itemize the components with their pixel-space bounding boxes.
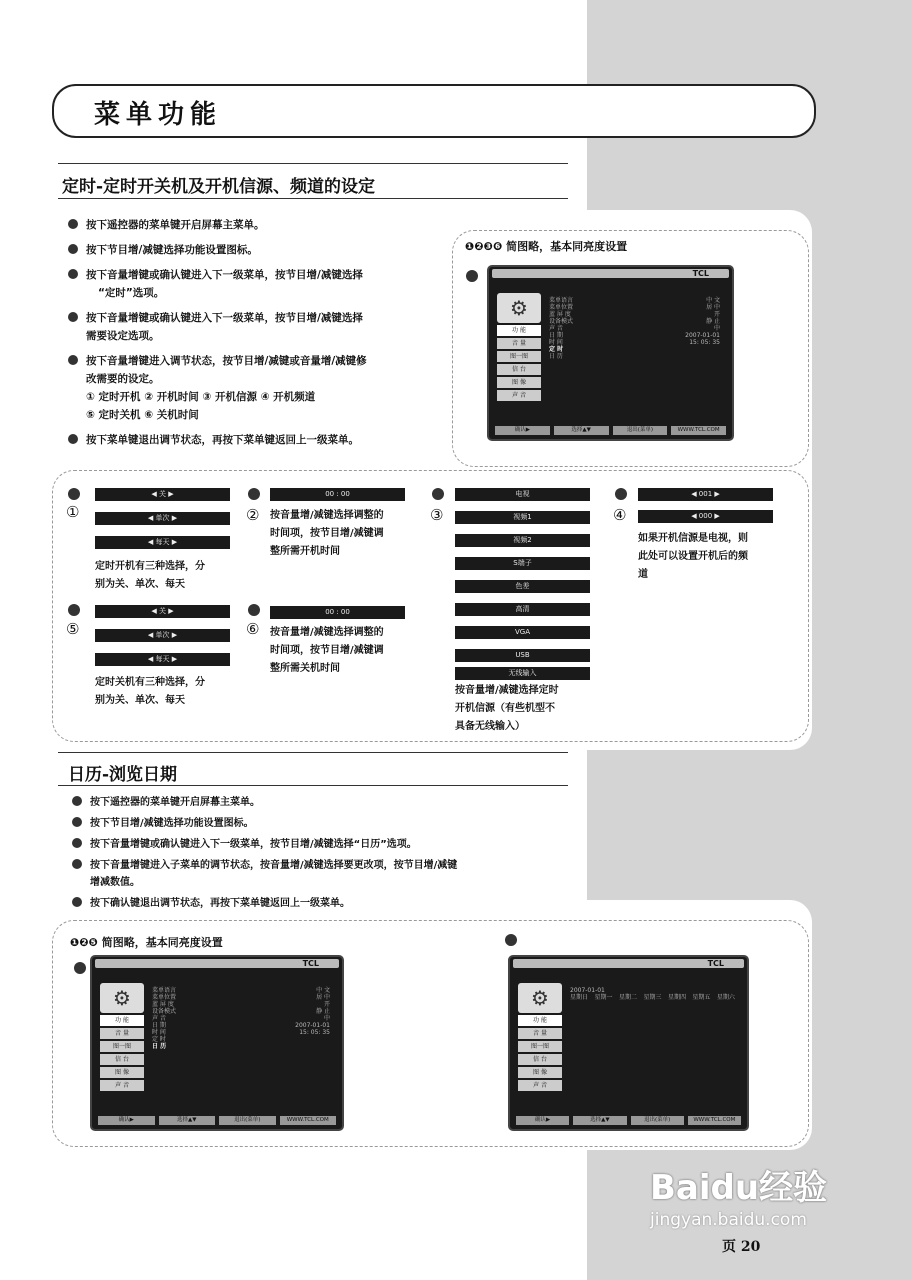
tv-row: 日 历 xyxy=(549,353,563,360)
tv-tab: 功 能 xyxy=(100,1015,144,1026)
panel1-note: 定时开机有三种选择，分 别为关、单次、每天 xyxy=(95,561,205,590)
section2-caption: ❶❷❺ 简图略，基本同亮度设置 xyxy=(70,936,223,949)
step-1: 按下遥控器的菜单键开启屏幕主菜单。 xyxy=(68,216,448,234)
step-2: 按下节目增/减键选择功能设置图标。 xyxy=(68,241,448,259)
label-3: ③ xyxy=(430,506,444,524)
tv-tab: 信 台 xyxy=(100,1054,144,1065)
tv-row: 日 期 2007-01-01 xyxy=(549,332,720,339)
step-2: 按下节目增/减键选择功能设置图标。 xyxy=(72,815,582,832)
step-marker-icon xyxy=(248,604,260,616)
baidu-watermark: Baidu经验 xyxy=(650,1168,828,1208)
label-6: ⑥ xyxy=(246,620,260,638)
option-bar: ◀ 单次 ▶ xyxy=(95,512,230,525)
step-5-options-1: ① 定时开机 ② 开机时间 ③ 开机信源 ④ 开机频道 xyxy=(86,391,316,403)
tv-tab: 音 量 xyxy=(518,1028,562,1039)
gear-icon: ⚙ xyxy=(518,983,562,1013)
step-3: 按下音量增键或确认键进入下一级菜单，按节目增/减键选择“日历”选项。 xyxy=(72,836,582,853)
section1-rule-bottom xyxy=(58,198,568,199)
step-3-cont: “定时”选项。 xyxy=(98,287,165,299)
tv-settings-list xyxy=(549,297,720,360)
tv-tab: 信 台 xyxy=(497,364,541,375)
channel-bar: ◀ 001 ▶ xyxy=(638,488,773,501)
source-bar: 视频1 xyxy=(455,511,590,524)
step-5-cont: 改需要的设定。 xyxy=(86,373,160,385)
tv-tab: 图一图 xyxy=(497,351,541,362)
tv-tab: 图 像 xyxy=(497,377,541,388)
source-bar: USB xyxy=(455,649,590,662)
source-bar: S端子 xyxy=(455,557,590,570)
page-title: 菜单功能 xyxy=(94,100,223,130)
channel-bar: ◀ 000 ▶ xyxy=(638,510,773,523)
page-title-box xyxy=(52,84,816,138)
tv-tab: 功 能 xyxy=(518,1015,562,1026)
tv-bottom-bar: 确认▶ 选择▲▼ 退出(菜单) WWW.TCL.COM xyxy=(495,426,726,435)
step-4-cont: 需要设定选项。 xyxy=(86,330,160,342)
tv-brand: TCL xyxy=(692,269,709,278)
step-marker-icon xyxy=(248,488,260,500)
tv-caption: ❶❷❸❻ 简图略，基本同亮度设置 xyxy=(465,240,628,253)
tv-tab: 功 能 xyxy=(497,325,541,336)
step-marker-icon xyxy=(74,962,86,974)
step-marker-icon xyxy=(466,270,478,282)
gear-icon: ⚙ xyxy=(497,293,541,323)
label-2: ② xyxy=(246,506,260,524)
panel4-note: 如果开机信源是电视，则 此处可以设置开机后的频 道 xyxy=(638,533,748,580)
option-bar: ◀ 每天 ▶ xyxy=(95,653,230,666)
source-bar: 色差 xyxy=(455,580,590,593)
label-5: ⑤ xyxy=(66,620,80,638)
tv-calendar-screenshot: TCL ⚙ 功 能 音 量 图一图 信 台 图 像 声 音 2007-01-01 星期日 星期一 星期二 星期三 星期四 星期五 星期六 确认▶ 选择▲▼ 退出(菜单) WWW.TCL.COM xyxy=(508,955,749,1131)
source-bar: 无线输入 xyxy=(455,667,590,680)
tv-topbar xyxy=(492,269,729,278)
tv-brand: TCL xyxy=(707,959,724,968)
option-bar: ◀ 单次 ▶ xyxy=(95,629,230,642)
tv-row: 菜单位置 居 中 xyxy=(549,304,720,311)
tv-tab: 音 量 xyxy=(100,1028,144,1039)
label-1: ① xyxy=(66,503,80,521)
time-bar: 00 : 00 xyxy=(270,488,405,501)
tv-tab: 图一图 xyxy=(100,1041,144,1052)
tv-tab: 图 像 xyxy=(100,1067,144,1078)
step-4-cont: 增减数值。 xyxy=(90,877,140,888)
step-6: 按下菜单键退出调节状态，再按下菜单键返回上一级菜单。 xyxy=(68,431,448,449)
step-3: 按下音量增键或确认键进入下一级菜单，按节目增/减键选择 xyxy=(68,266,448,284)
tv-tab: 信 台 xyxy=(518,1054,562,1065)
step-marker-icon xyxy=(432,488,444,500)
option-bar: ◀ 关 ▶ xyxy=(95,488,230,501)
tv-tabs xyxy=(497,293,541,401)
tv-row: 设备模式 静 止 xyxy=(549,318,720,325)
tv-row: 定 时 xyxy=(549,346,564,353)
tv-row: 蓝 屏 度 开 xyxy=(549,311,720,318)
step-5-options-2: ⑤ 定时关机 ⑥ 关机时间 xyxy=(86,409,199,421)
step-4: 按下音量增键进入子菜单的调节状态，按音量增/减键选择要更改项，按节目增/减键 xyxy=(72,857,582,874)
step-marker-icon xyxy=(615,488,627,500)
source-bar: VGA xyxy=(455,626,590,639)
source-bar: 视频2 xyxy=(455,534,590,547)
source-bar: 电视 xyxy=(455,488,590,501)
calendar-grid xyxy=(570,987,735,1001)
step-1: 按下遥控器的菜单键开启屏幕主菜单。 xyxy=(72,794,582,811)
calendar-weekdays: 星期日 星期一 星期二 星期三 星期四 星期五 星期六 xyxy=(570,994,735,1001)
panel2-note: 按音量增/减键选择调整的 时间项，按节目增/减键调 整所需开机时间 xyxy=(270,510,384,557)
tv-row: 菜单语言 中 文 xyxy=(549,297,720,304)
section1-title: 定时-定时开关机及开机信源、频道的设定 xyxy=(62,177,376,197)
tv-tab: 图一图 xyxy=(518,1041,562,1052)
gear-icon: ⚙ xyxy=(100,983,144,1013)
label-4: ④ xyxy=(613,506,627,524)
tv-row: 声 音 中 xyxy=(549,325,720,332)
panel6-note: 按音量增/减键选择调整的 时间项，按节目增/减键调 整所需关机时间 xyxy=(270,627,384,674)
section1-steps xyxy=(68,216,448,449)
tv-brand: TCL xyxy=(302,959,319,968)
option-bar: ◀ 关 ▶ xyxy=(95,605,230,618)
tv-tab: 声 音 xyxy=(100,1080,144,1091)
section2-title: 日历-浏览日期 xyxy=(68,765,178,785)
section1-rule-top xyxy=(58,163,568,164)
section2-rule-bottom xyxy=(58,785,568,786)
baidu-watermark-url: jingyan.baidu.com xyxy=(650,1210,807,1230)
page-number: 页 20 xyxy=(722,1239,761,1255)
step-4: 按下音量增键或确认键进入下一级菜单，按节目增/减键选择 xyxy=(68,309,448,327)
step-marker-icon xyxy=(68,488,80,500)
tv-tab: 音 量 xyxy=(497,338,541,349)
option-bar: ◀ 每天 ▶ xyxy=(95,536,230,549)
section2-steps xyxy=(72,794,582,912)
source-bar: 高清 xyxy=(455,603,590,616)
step-5: 按下确认键退出调节状态，再按下菜单键返回上一级菜单。 xyxy=(72,895,582,912)
tv-menu-screenshot-2: TCL ⚙ 功 能 音 量 图一图 信 台 图 像 声 音 菜单语言 中 文 菜单位置 居 中 蓝 屏 度 开 设备模式 静 止 声 音 中 日 期 2007-01-01 时 间 15: 05: 35 定 时 日 历 确认▶ 选择▲▼ 退出(菜单) WWW.TCL.COM xyxy=(90,955,344,1131)
section2-rule-top xyxy=(58,752,568,753)
step-marker-icon xyxy=(68,604,80,616)
panel5-note: 定时关机有三种选择，分 别为关、单次、每天 xyxy=(95,677,205,706)
calendar-header: 2007-01-01 xyxy=(570,987,605,994)
tv-tab: 图 像 xyxy=(518,1067,562,1078)
panel3-note: 按音量增/减键选择定时 开机信源（有些机型不 具备无线输入） xyxy=(455,685,559,732)
time-bar: 00 : 00 xyxy=(270,606,405,619)
tv-tab: 声 音 xyxy=(497,390,541,401)
step-5: 按下音量增键进入调节状态，按节目增/减键或音量增/减键修 xyxy=(68,352,448,370)
tv-row: 时 间 15: 05: 35 xyxy=(549,339,720,346)
tv-menu-screenshot xyxy=(487,265,734,441)
step-marker-icon xyxy=(505,934,517,946)
tv-tab: 声 音 xyxy=(518,1080,562,1091)
